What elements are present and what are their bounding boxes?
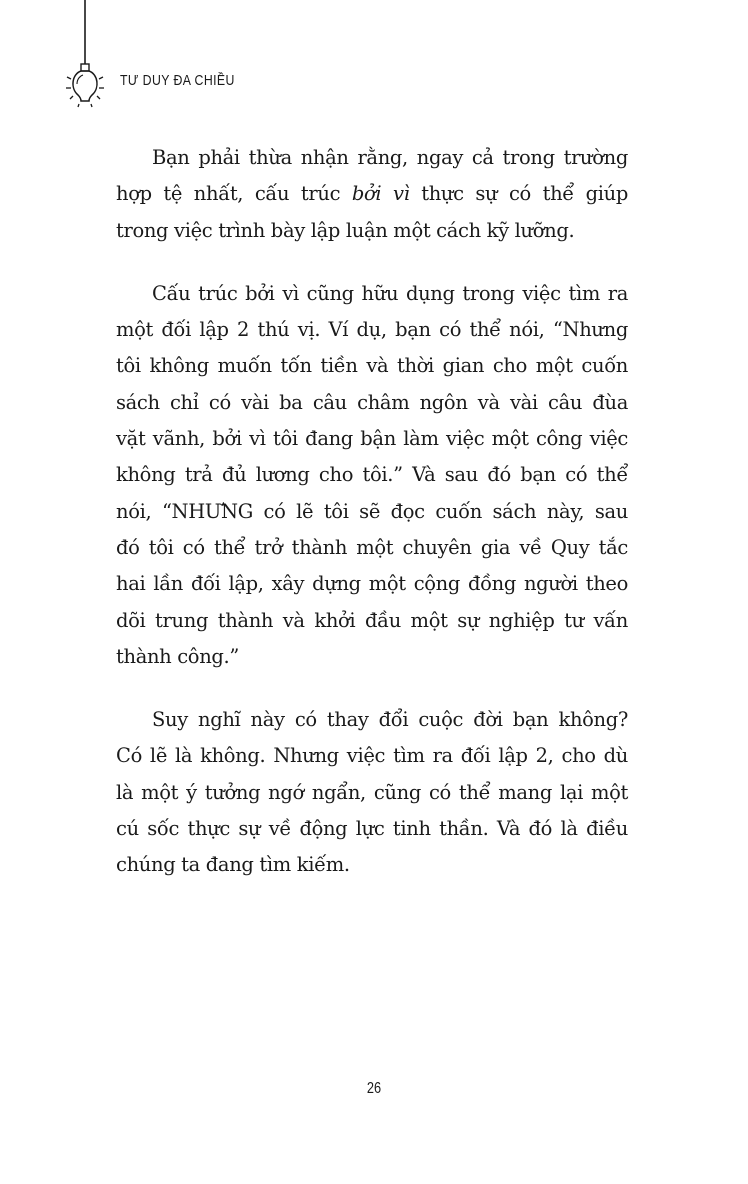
page-header	[58, 0, 358, 110]
paragraph	[116, 276, 628, 675]
text-line: hợp tệ nhất, cấu trúc bởi vì thực sự có thể giúp	[116, 182, 629, 206]
text-line: nói, “NHƯNG có lẽ tôi sẽ đọc cuốn sách này, sau	[116, 499, 628, 523]
text-line: chúng ta đang tìm kiếm.	[116, 853, 350, 877]
text-line: sách chỉ có vài ba câu châm ngôn và vài câu đùa	[116, 390, 628, 414]
text-line: cú sốc thực sự về động lực tinh thần. Và đó là điều	[116, 817, 628, 841]
text-line: dõi trung thành và khởi đầu một sự nghiệp tư vấn	[116, 608, 628, 632]
text-line: hai lần đối lập, xây dựng một cộng đồng người theo	[116, 572, 628, 596]
page-number: 26	[366, 1080, 382, 1097]
text-line: không trả đủ lương cho tôi.” Và sau đó bạn có thể	[116, 463, 628, 487]
text-line: đó tôi có thể trở thành một chuyên gia về Quy tắc	[116, 535, 628, 559]
text-line: vặt vãnh, bởi vì tôi đang bận làm việc một công việc	[116, 427, 628, 451]
text-line: thành công.”	[116, 644, 240, 668]
body-text	[116, 140, 628, 911]
text-line: Suy nghĩ này có thay đổi cuộc đời bạn không?	[152, 708, 628, 732]
paragraph	[116, 140, 628, 249]
running-title: TƯ DUY ĐA CHIỀU	[120, 72, 235, 89]
text-line: Có lẽ là không. Nhưng việc tìm ra đối lập 2, cho dù	[116, 744, 628, 768]
text-line: tôi không muốn tốn tiền và thời gian cho một cuốn	[116, 354, 628, 378]
text-line: một đối lập 2 thú vị. Ví dụ, bạn có thể nói, “Nhưng	[116, 318, 628, 342]
emphasis-text: bởi vì	[351, 182, 410, 206]
text-line: là một ý tưởng ngớ ngẩn, cũng có thể mang lại một	[116, 780, 628, 804]
text-line: Cấu trúc bởi vì cũng hữu dụng trong việc tìm ra	[152, 281, 628, 305]
text-line: Bạn phải thừa nhận rằng, ngay cả trong trường	[152, 146, 628, 169]
paragraph	[116, 702, 628, 883]
lightbulb-icon	[58, 0, 108, 110]
text-line: trong việc trình bày lập luận một cách kỹ lưỡng.	[116, 218, 575, 242]
